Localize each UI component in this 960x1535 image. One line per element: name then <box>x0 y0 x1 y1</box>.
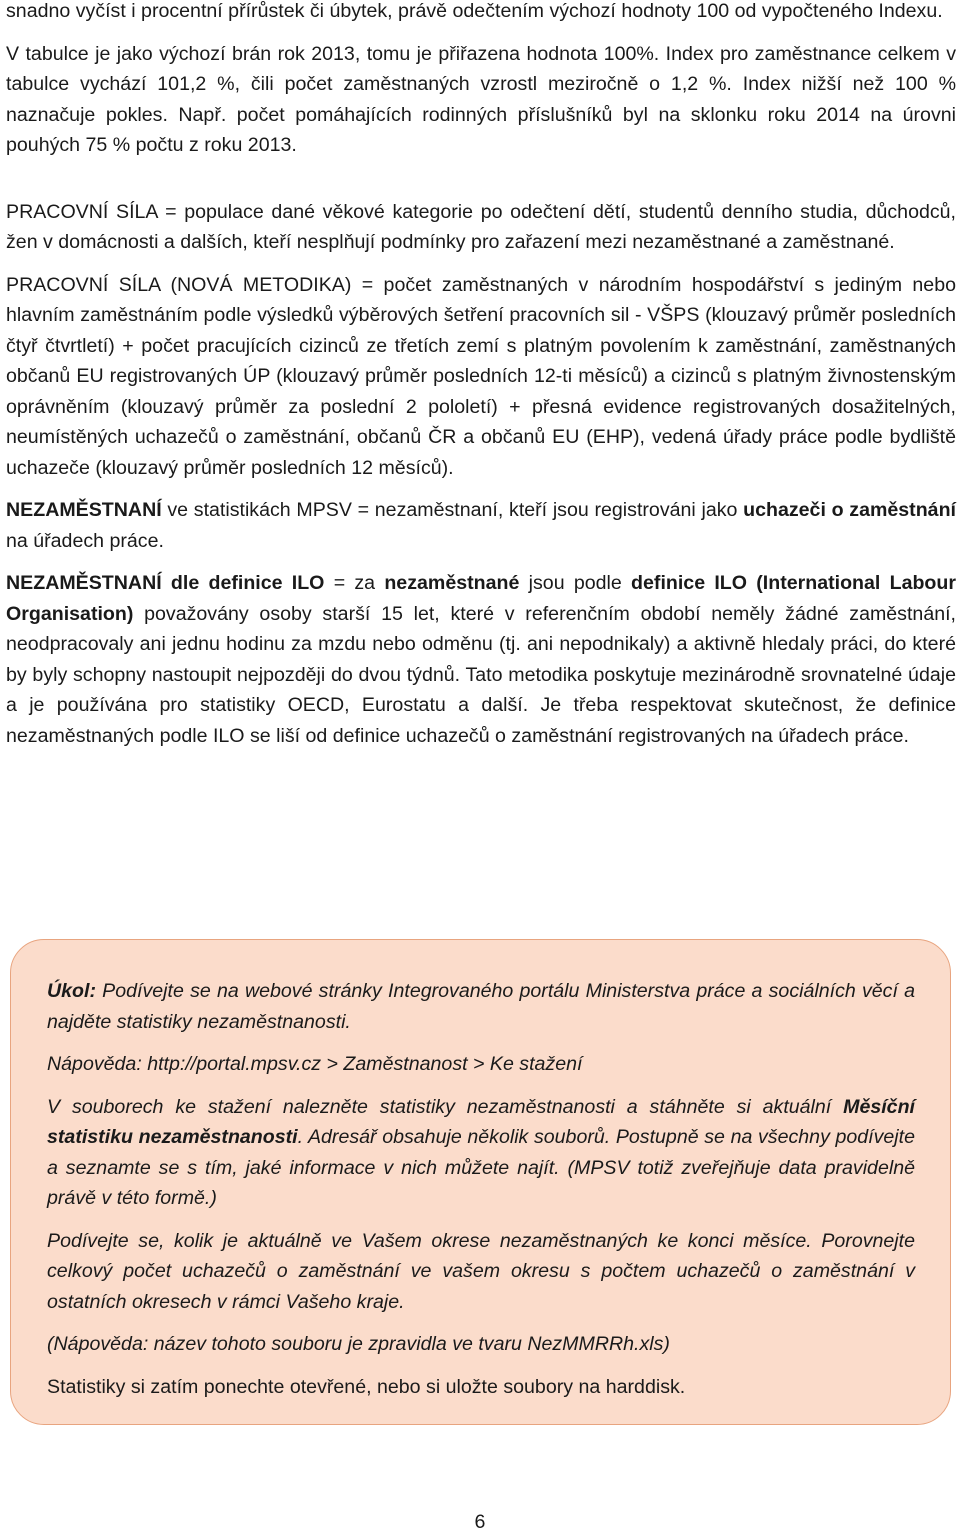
task-compare-districts: Podívejte se, kolik je aktuálně ve Vašem okrese nezaměstnaných ke konci měsíce. Porovnejte celkový počet uchazečů o zaměstnání ve vašem okresu s počtem uchazečů o zaměstnání v ostatních okresech v rámci Vašeho kraje. <box>47 1229 915 1313</box>
definition-labour-force <box>6 197 956 258</box>
definition-unemployed-text: ve statistikách MPSV = nezaměstnaní, kteří jsou registrováni jako <box>161 499 744 521</box>
task-keep-open: Statistiky si zatím ponechte otevřené, nebo si uložte soubory na harddisk. <box>47 1375 686 1398</box>
task-hint-url: Nápověda: http://portal.mpsv.cz > Zaměstnanost > Ke stažení <box>47 1053 583 1075</box>
definition-labour-force-new-text: (NOVÁ METODIKA) = počet zaměstnaných v národním hospodářství s jediným nebo hlavním zaměstnáním podle výsledků výběrových šetření pracovních sil - VŠPS (klouzavý průměr posledních čtyř čtvrtletí) + počet pracujících cizinců ze třetích zemí s platným povolením k zaměstnání, zaměstnaných občanů EU registrovaných ÚP (klouzavý průměr posledních 12-ti měsíců) a cizinců s platným živnostenským oprávněním (klouzavý průměr za poslední 2 pololetí) + přesná evidence registrovaných dosažitelných, neumístěných uchazečů o zaměstnání, občanů ČR a občanů EU (EHP), vedená úřady práce podle bydliště uchazeče (klouzavý průměr posledních 12 měsíců). <box>6 273 956 479</box>
definition-labour-force-new <box>6 270 956 484</box>
term-labour-force: PRACOVNÍ SÍLA <box>6 200 158 223</box>
term-unemployed-ilo: NEZAMĚSTNANÍ dle definice ILO <box>6 572 325 594</box>
task-intro <box>47 976 915 1037</box>
definition-labour-force-text: = populace dané věkové kategorie po odečtení dětí, studentů denního studia, důchodců, žen v domácnosti a dalších, kteří nesplňují podmínky pro zařazení mezi nezaměstnané a zaměstnané. <box>6 200 957 253</box>
ilo-text-a: = za <box>324 572 385 594</box>
definition-unemployed-mpsv <box>6 495 956 556</box>
paragraph-index-intro: snadno vyčíst i procentní přírůstek či úbytek, právě odečtením výchozí hodnoty 100 od vypočteného Indexu. <box>6 0 943 22</box>
paragraph-index-explanation: V tabulce je jako výchozí brán rok 2013, tomu je přiřazena hodnota 100%. Index pro zaměstnance celkem v tabulce vychází 101,2 %, čili počet zaměstnaných vzrostl meziročně o 1,2 %. Index nižší než 100 % naznačuje pokles. Např. počet pomáhajících rodinných příslušníků byl na sklonku roku 2014 na úrovni pouhých 75 % počtu z roku 2013. <box>6 42 956 156</box>
definition-unemployed-end: na úřadech práce. <box>6 529 164 552</box>
term-unemployed: NEZAMĚSTNANÍ <box>6 499 162 521</box>
ilo-text-e: považovány osoby starší 15 let, které v referenčním období neměly žádné zaměstnání, neodpracovaly ani jednu hodinu za mzdu nebo odměnu (tj. ani nepodnikaly) a aktivně hledaly práci, do které by byly schopny nastoupit nejpozději do dvou týdnů. Tato metodika poskytuje mezinárodně srovnatelné údaje a je používána pro statistiky OECD, Eurostatu a další. Je třeba respektovat skutečnost, že definice nezaměstnaných podle ILO se liší od definice uchazečů o zaměstnání registrovaných na úřadech práce. <box>6 602 956 747</box>
task-intro-text: Podívejte se na webové stránky Integrovaného portálu Ministerstva práce a sociálních věcí a najděte statistiky nezaměstnanosti. <box>47 980 915 1033</box>
term-job-seekers: uchazeči o zaměstnání <box>743 499 956 521</box>
task-monthly-statistics: Měsíční statistiku nezaměstnanosti <box>47 1095 915 1148</box>
ilo-term-unemployed: nezaměstnané <box>384 572 520 594</box>
document-body <box>6 0 956 751</box>
ilo-term-definition: definice ILO (International Labour Organisation) <box>6 572 956 625</box>
term-labour-force-new: PRACOVNÍ SÍLA <box>6 273 161 296</box>
task-box <box>10 939 951 1425</box>
ilo-text-c: jsou podle <box>519 572 632 594</box>
task-download-instructions <box>47 1092 915 1214</box>
task-label: Úkol: <box>47 980 96 1002</box>
task-download-text-a: V souborech ke stažení nalezněte statistiky nezaměstnanosti a stáhněte si aktuální <box>47 1095 844 1118</box>
task-filename-hint: (Nápověda: název tohoto souboru je zpravidla ve tvaru NezMMRRh.xls) <box>47 1333 670 1355</box>
task-content <box>47 976 915 1402</box>
page-number: 6 <box>474 1511 486 1533</box>
definition-unemployed-ilo <box>6 568 956 751</box>
task-download-text-b: . Adresář obsahuje několik souborů. Postupně se na všechny podívejte a seznamte se s tím, jaké informace v nich můžete najít. (MPSV totiž zveřejňuje data pravidelně právě v této formě.) <box>47 1126 916 1209</box>
